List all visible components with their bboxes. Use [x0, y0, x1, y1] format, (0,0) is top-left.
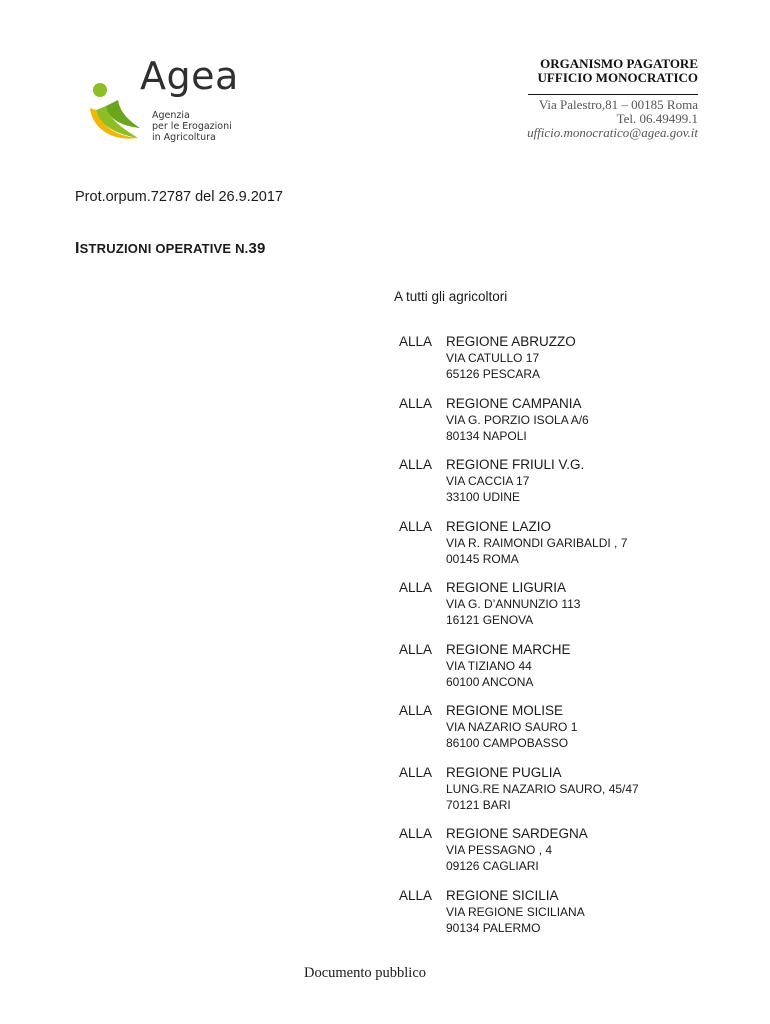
recipient-prefix: ALLA — [399, 887, 433, 903]
logo-subtitle — [152, 110, 232, 143]
recipient-name: REGIONE LIGURIA — [446, 580, 567, 595]
logo-subtitle-line: Agenzia — [152, 110, 190, 121]
intro-line: A tutti gli agricoltori — [394, 289, 508, 304]
recipient-street: VIA PESSAGNO , 4 — [446, 843, 553, 857]
recipient-street: VIA G. PORZIO ISOLA A/6 — [446, 412, 589, 427]
title-rest: STRUZIONI OPERATIVE N. — [79, 241, 249, 256]
recipient-block — [399, 519, 729, 581]
recipient-name: REGIONE MOLISE — [446, 703, 564, 718]
recipient-street: VIA REGIONE SICILIANA — [446, 904, 585, 919]
recipient-block — [399, 703, 729, 765]
logo-subtitle-line: per le Erogazioni — [152, 121, 232, 132]
footer-label: Documento pubblico — [303, 965, 427, 981]
recipient-name: REGIONE ABRUZZO — [446, 334, 576, 349]
recipient-block — [399, 765, 729, 827]
recipient-city: 65126 PESCARA — [446, 367, 541, 381]
recipient-city: 90134 PALERMO — [446, 920, 541, 935]
recipient-street: VIA CATULLO 17 — [446, 351, 540, 365]
recipient-city: 09126 CAGLIARI — [446, 859, 539, 873]
office-header — [527, 57, 698, 140]
recipient-prefix: ALLA — [399, 580, 433, 595]
recipient-list — [399, 334, 729, 949]
recipient-name: REGIONE SARDEGNA — [446, 826, 588, 841]
recipient-city: 00145 ROMA — [446, 551, 519, 566]
recipient-city: 60100 ANCONA — [446, 674, 534, 689]
recipient-city: 16121 GENOVA — [446, 613, 534, 627]
recipient-street: VIA CACCIA 17 — [446, 474, 530, 488]
recipient-block — [399, 580, 729, 642]
office-address: Via Palestro,81 – 00185 Roma — [538, 97, 698, 112]
recipient-block — [399, 457, 729, 519]
recipient-block — [399, 826, 729, 888]
recipient-prefix: ALLA — [399, 334, 433, 349]
recipient-prefix: ALLA — [399, 457, 433, 472]
recipient-name: REGIONE SICILIA — [446, 887, 559, 903]
recipient-block — [399, 888, 729, 950]
office-email: ufficio.monocratico@agea.gov.it — [527, 125, 698, 140]
title-number: 39 — [248, 240, 266, 257]
recipient-block — [399, 396, 729, 458]
recipient-prefix: ALLA — [399, 518, 433, 534]
recipient-street: VIA TIZIANO 44 — [446, 658, 532, 673]
title-initial: I — [75, 240, 80, 257]
protocol-number: Prot.orpum.72787 del 26.9.2017 — [75, 189, 283, 205]
office-divider — [528, 94, 698, 95]
recipient-street: VIA G. D’ANNUNZIO 113 — [446, 597, 581, 611]
recipient-block — [399, 334, 729, 396]
recipient-name: REGIONE LAZIO — [446, 518, 552, 534]
office-line2: UFFICIO MONOCRATICO — [537, 70, 698, 85]
recipient-name: REGIONE CAMPANIA — [446, 395, 582, 411]
recipient-street: LUNG.RE NAZARIO SAURO, 45/47 — [446, 781, 639, 796]
recipient-city: 33100 UDINE — [446, 490, 521, 504]
logo-subtitle-line: in Agricoltura — [152, 132, 216, 143]
recipient-prefix: ALLA — [399, 395, 433, 411]
recipient-name: REGIONE PUGLIA — [446, 764, 562, 780]
recipient-prefix: ALLA — [399, 826, 433, 841]
office-phone: Tel. 06.49499.1 — [616, 111, 698, 126]
recipient-prefix: ALLA — [399, 641, 433, 657]
recipient-block — [399, 642, 729, 704]
recipient-name: REGIONE MARCHE — [446, 641, 571, 657]
recipient-prefix: ALLA — [399, 764, 433, 780]
agea-logo — [78, 46, 248, 168]
recipient-prefix: ALLA — [399, 703, 433, 718]
recipient-city: 80134 NAPOLI — [446, 428, 527, 443]
recipient-street: VIA NAZARIO SAURO 1 — [446, 720, 578, 734]
recipient-city: 86100 CAMPOBASSO — [446, 736, 569, 750]
logo-wordmark: Agea — [140, 54, 239, 98]
recipient-name: REGIONE FRIULI V.G. — [446, 457, 585, 472]
office-line1: ORGANISMO PAGATORE — [540, 56, 698, 71]
recipient-street: VIA R. RAIMONDI GARIBALDI , 7 — [446, 535, 628, 550]
recipient-city: 70121 BARI — [446, 797, 511, 812]
document-title — [75, 240, 266, 258]
